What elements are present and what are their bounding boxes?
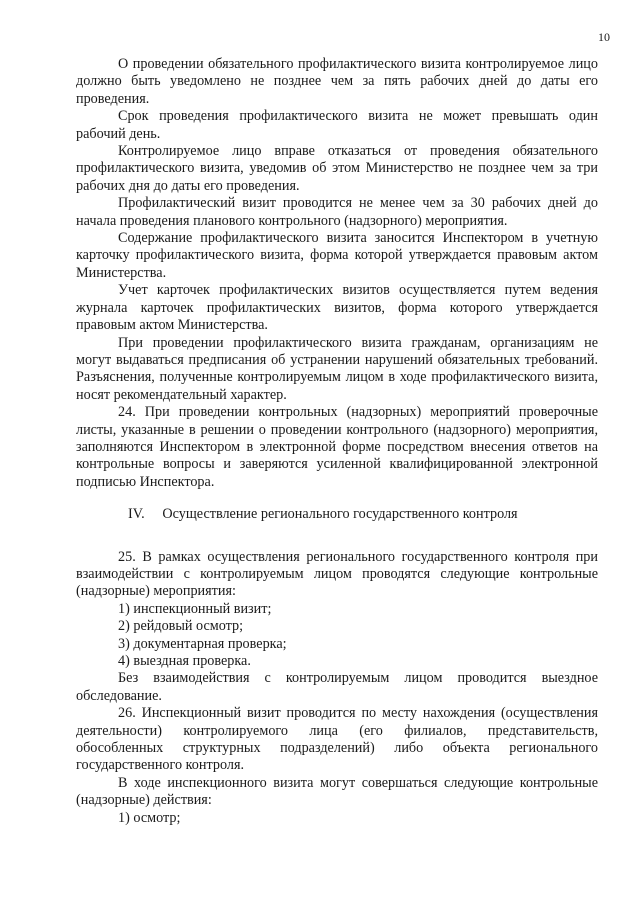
paragraph: 26. Инспекционный визит проводится по месту нахождения (осуществления деятельности) контролируемого лица (его филиалов, представительств, обособленных структурных подразделений) либо объекта регионального государственного контроля.	[76, 705, 598, 774]
paragraph: 25. В рамках осуществления регионального государственного контроля при взаимодействии с контролируемым лицом проводятся следующие контрольные (надзорные) мероприятия:	[76, 548, 598, 600]
paragraph: Учет карточек профилактических визитов осуществляется путем ведения журнала карточек профилактических визитов, форма которого утверждается правовым актом Министерства.	[76, 282, 598, 334]
paragraph: Профилактический визит проводится не менее чем за 30 рабочих дней до начала проведения планового контрольного (надзорного) мероприятия.	[76, 195, 598, 229]
section-title: Осуществление регионального государственного контроля	[162, 506, 518, 523]
document-body	[76, 56, 598, 827]
paragraph: Срок проведения профилактического визита не может превышать один рабочий день.	[76, 108, 598, 142]
list-item: 3) документарная проверка;	[118, 635, 287, 652]
paragraph: О проведении обязательного профилактического визита контролируемое лицо должно быть уведомлено не позднее чем за пять рабочих дней до даты его проведения.	[76, 56, 598, 107]
paragraph: Содержание профилактического визита заносится Инспектором в учетную карточку профилактического визита, форма которой утверждается правовым актом Министерства.	[76, 230, 598, 281]
list-item: 1) инспекционный визит;	[118, 600, 272, 617]
paragraph: 24. При проведении контрольных (надзорных) мероприятий проверочные листы, указанные в решении о проведении контрольного (надзорного) мероприятия, заполняются Инспектором в электронной форме посредством внесения ответов на контрольные вопросы и заверяются усиленной квалифицированной электронной подписью Инспектора.	[76, 404, 598, 490]
paragraph: В ходе инспекционного визита могут совершаться следующие контрольные (надзорные) действия:	[76, 774, 598, 809]
page-number: 10	[598, 30, 610, 44]
list-item: 2) рейдовый осмотр;	[118, 618, 244, 635]
section-heading	[76, 506, 598, 523]
list-item: 4) выездная проверка.	[118, 653, 251, 669]
list-item: 1) осмотр;	[118, 809, 181, 826]
section-number: IV.	[128, 506, 145, 523]
paragraph: Без взаимодействия с контролируемым лицом проводится выездное обследование.	[76, 670, 598, 704]
paragraph: Контролируемое лицо вправе отказаться от проведения обязательного профилактического визита, уведомив об этом Министерство не позднее чем за три рабочих дня до даты его проведения.	[76, 143, 598, 194]
paragraph: При проведении профилактического визита гражданам, организациям не могут выдаваться предписания об устранении нарушений обязательных требований. Разъяснения, полученные контролируемым лицом в ходе профилактического визита, носят рекомендательный характер.	[76, 334, 598, 403]
